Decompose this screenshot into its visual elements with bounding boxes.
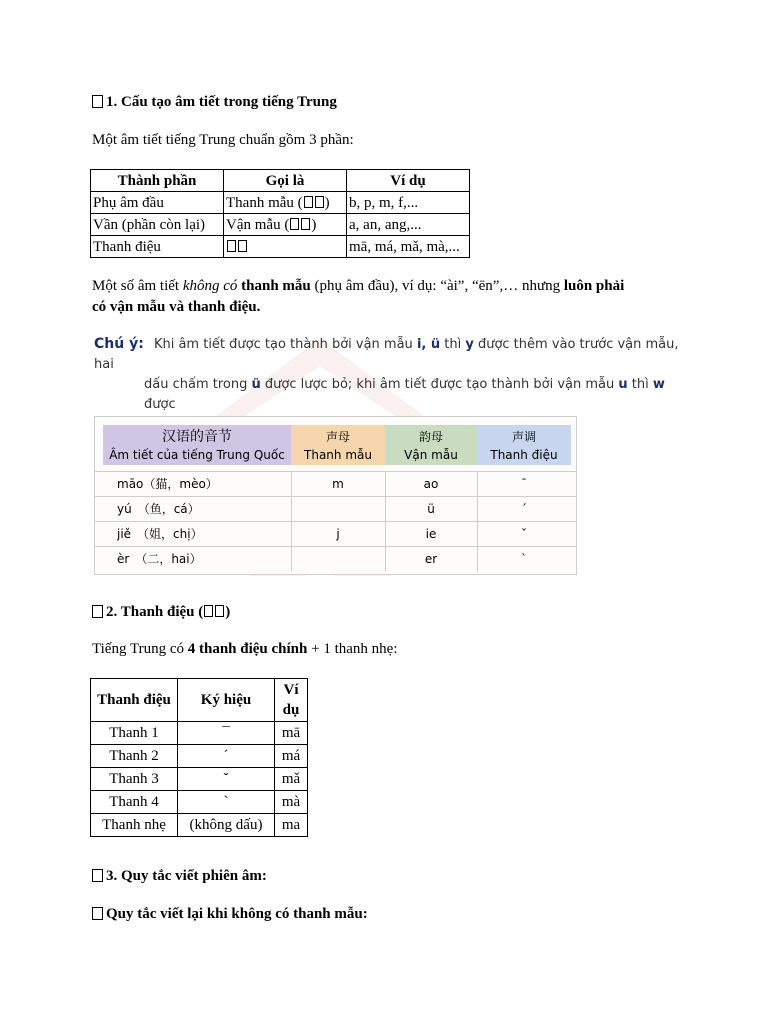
table-header: Ký hiệu xyxy=(178,679,275,722)
table-header-row xyxy=(91,679,308,722)
table-row xyxy=(91,768,308,791)
table-cell: mǎ xyxy=(275,768,308,791)
section-2-intro: Tiếng Trung có 4 thanh điệu chính + 1 thanh nhẹ: xyxy=(92,641,398,657)
table-cell: Thanh nhẹ xyxy=(91,814,178,837)
section-1-intro: Một âm tiết tiếng Trung chuẩn gồm 3 phần: xyxy=(92,132,354,148)
table-row: jiě （姐，chị） j ie ˇ xyxy=(95,521,577,546)
table-cell: ¯ xyxy=(178,722,275,745)
missing-glyph-icon xyxy=(92,869,103,882)
missing-glyph-icon xyxy=(92,907,103,920)
missing-glyph-icon xyxy=(92,95,103,108)
header-initial: 声母 Thanh mẫu xyxy=(291,425,385,465)
table-row: èr （二，hai） er ˋ xyxy=(95,546,577,571)
table-cell: ´ xyxy=(178,745,275,768)
table-cell: ˇ xyxy=(178,768,275,791)
table-header-row xyxy=(91,170,470,192)
table-cell: (không dấu) xyxy=(178,814,275,837)
table-cell: Vận mẫu ( ) xyxy=(224,214,347,236)
header-syllable: 汉语的音节 Âm tiết của tiếng Trung Quốc xyxy=(103,425,291,465)
table-cell: ma xyxy=(275,814,308,837)
section-2-heading: 2. Thanh điệu ( ) xyxy=(92,604,230,621)
table-header: Thành phần xyxy=(91,170,224,192)
table-header: Ví dụ xyxy=(347,170,470,192)
section-3-heading: 3. Quy tắc viết phiên âm: xyxy=(92,868,267,885)
missing-glyph-icon xyxy=(92,605,103,618)
table-row: yú （鱼，cá） ü ˊ xyxy=(95,496,577,521)
table-row xyxy=(91,236,470,258)
table-row xyxy=(91,214,470,236)
table-cell: a, an, ang,... xyxy=(347,214,470,236)
table-cell: Thanh 3 xyxy=(91,768,178,791)
syllable-parts-table xyxy=(90,169,470,258)
table-cell: mā, má, mǎ, mà,... xyxy=(347,236,470,258)
table-cell: Thanh điệu xyxy=(91,236,224,258)
table-row xyxy=(91,722,308,745)
table-cell: Thanh mẫu ( ) xyxy=(224,192,347,214)
table-row xyxy=(91,745,308,768)
note-label: Chú ý: xyxy=(94,336,144,352)
table-header: Thanh điệu xyxy=(91,679,178,722)
table-cell: Thanh 2 xyxy=(91,745,178,768)
table-cell: mā xyxy=(275,722,308,745)
table-cell: Thanh 1 xyxy=(91,722,178,745)
table-row: māo（猫，mèo） m ao ˉ xyxy=(95,471,577,496)
table-cell: ` xyxy=(178,791,275,814)
table-row xyxy=(91,192,470,214)
header-final: 韵母 Vận mẫu xyxy=(385,425,477,465)
no-initial-paragraph: Một số âm tiết không có thanh mẫu (phụ âm đầu), ví dụ: “ài”, “ēn”,… nhưng luôn phải có vận mẫu và thanh điệu. xyxy=(92,278,625,315)
table-cell xyxy=(224,236,347,258)
tone-table xyxy=(90,678,308,837)
table-cell: b, p, m, f,... xyxy=(347,192,470,214)
table-row xyxy=(91,814,308,837)
syllable-structure-figure xyxy=(94,416,577,575)
table-cell: má xyxy=(275,745,308,768)
header-tone: 声调 Thanh điệu xyxy=(477,425,571,465)
table-header: Ví dụ xyxy=(275,679,308,722)
table-header: Gọi là xyxy=(224,170,347,192)
section-1-heading: 1. Cấu tạo âm tiết trong tiếng Trung xyxy=(92,94,337,111)
table-cell: Phụ âm đầu xyxy=(91,192,224,214)
table-cell: mà xyxy=(275,791,308,814)
table-cell: Vần (phần còn lại) xyxy=(91,214,224,236)
note-block: Chú ý: Khi âm tiết được tạo thành bởi vận mẫu i, ü thì y được thêm vào trước vận mẫu, hai dấu chấm trong ü được lược bỏ; khi âm tiết được tạo thành bởi vận mẫu u thì w được xyxy=(94,336,679,412)
table-row xyxy=(91,791,308,814)
table-cell: Thanh 4 xyxy=(91,791,178,814)
section-4-heading: Quy tắc viết lại khi không có thanh mẫu: xyxy=(92,906,368,923)
